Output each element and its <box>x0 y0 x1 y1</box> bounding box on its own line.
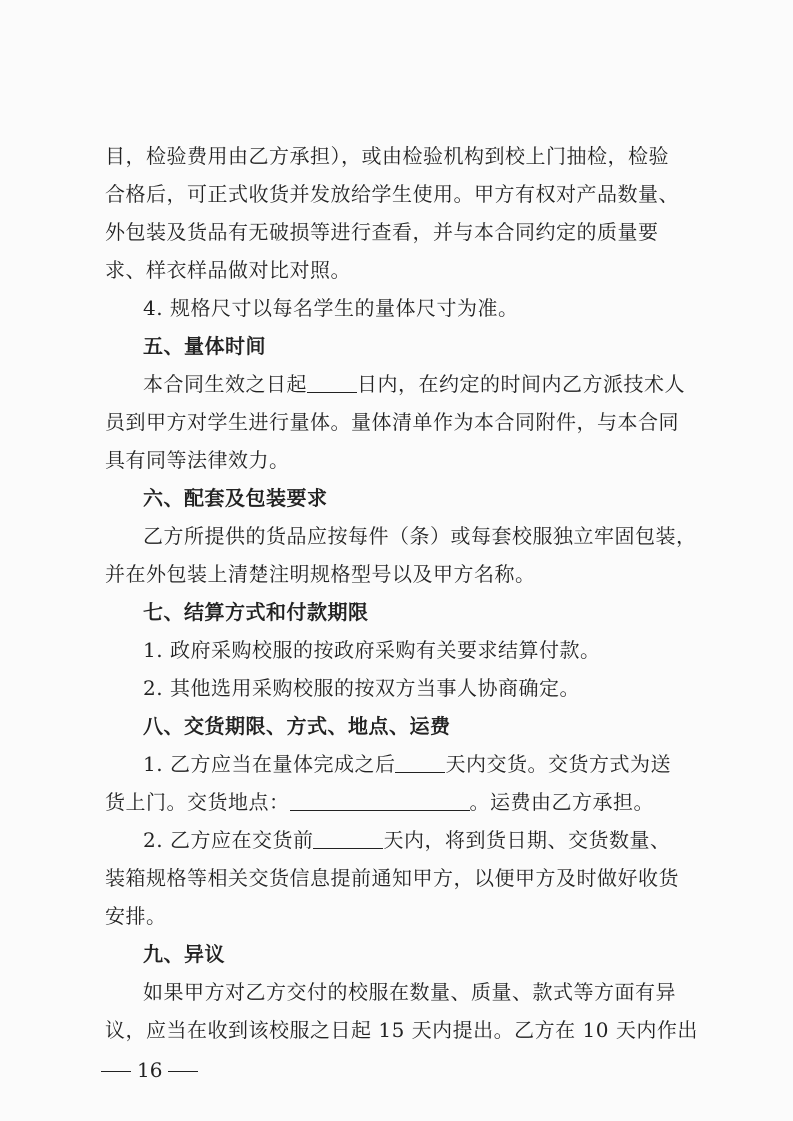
fill-blank-delivery-location[interactable] <box>290 790 470 811</box>
paragraph-line: 并在外包装上清楚注明规格型号以及甲方名称。 <box>105 562 536 586</box>
list-item: 4. 规格尺寸以每名学生的量体尺寸为准。 <box>143 296 519 320</box>
paragraph-line: 目，检验费用由乙方承担），或由检验机构到校上门抽检，检验 <box>105 144 669 168</box>
page-number-value: 16 <box>137 1058 163 1082</box>
section-heading-7: 七、结算方式和付款期限 <box>143 600 369 624</box>
text-segment: 天内交货。交货方式为送 <box>445 752 671 776</box>
section-heading-5: 五、量体时间 <box>143 334 266 358</box>
fill-blank-delivery-days[interactable] <box>395 752 445 773</box>
paragraph-line: 外包装及货品有无破损等进行查看，并与本合同约定的质量要 <box>105 220 659 244</box>
text-segment: 日内，在约定的时间内乙方派技术人 <box>357 372 685 396</box>
text-segment: 1. 乙方应当在量体完成之后 <box>143 752 396 776</box>
paragraph-line: 乙方所提供的货品应按每件（条）或每套校服独立牢固包装， <box>143 524 697 548</box>
text-segment: 本合同生效之日起 <box>143 372 307 396</box>
section-heading-8: 八、交货期限、方式、地点、运费 <box>143 714 451 738</box>
fill-blank-notice-days[interactable] <box>313 828 383 849</box>
text-segment: 。运费由乙方承担。 <box>469 790 654 814</box>
section-heading-6: 六、配套及包装要求 <box>143 486 328 510</box>
text-segment: 2. 乙方应在交货前 <box>143 828 314 852</box>
paragraph-line: 安排。 <box>105 904 167 928</box>
dash-left <box>101 1071 131 1072</box>
paragraph-line: 合格后，可正式收货并发放给学生使用。甲方有权对产品数量、 <box>105 182 679 206</box>
dash-right <box>168 1071 198 1072</box>
paragraph-line: 员到甲方对学生进行量体。量体清单作为本合同附件，与本合同 <box>105 410 679 434</box>
paragraph-line: 具有同等法律效力。 <box>105 448 290 472</box>
list-item <box>143 825 670 855</box>
paragraph-line: 装箱规格等相关交货信息提前通知甲方，以便甲方及时做好收货 <box>105 866 679 890</box>
paragraph-line: 如果甲方对乙方交付的校服在数量、质量、款式等方面有异 <box>143 980 676 1004</box>
paragraph-line <box>143 369 685 399</box>
list-item <box>143 749 671 779</box>
fill-blank-days[interactable] <box>307 372 357 393</box>
paragraph-line: 议，应当在收到该校服之日起 15 天内提出。乙方在 10 天内作出 <box>105 1018 698 1042</box>
list-item: 1. 政府采购校服的按政府采购有关要求结算付款。 <box>143 638 601 662</box>
paragraph-line <box>105 787 654 817</box>
list-item: 2. 其他选用采购校服的按双方当事人协商确定。 <box>143 676 580 700</box>
text-segment: 天内，将到货日期、交货数量、 <box>383 828 671 852</box>
section-heading-9: 九、异议 <box>143 942 225 966</box>
text-segment: 货上门。交货地点： <box>105 790 290 814</box>
paragraph-line: 求、样衣样品做对比对照。 <box>105 258 351 282</box>
page-number <box>95 1055 204 1085</box>
